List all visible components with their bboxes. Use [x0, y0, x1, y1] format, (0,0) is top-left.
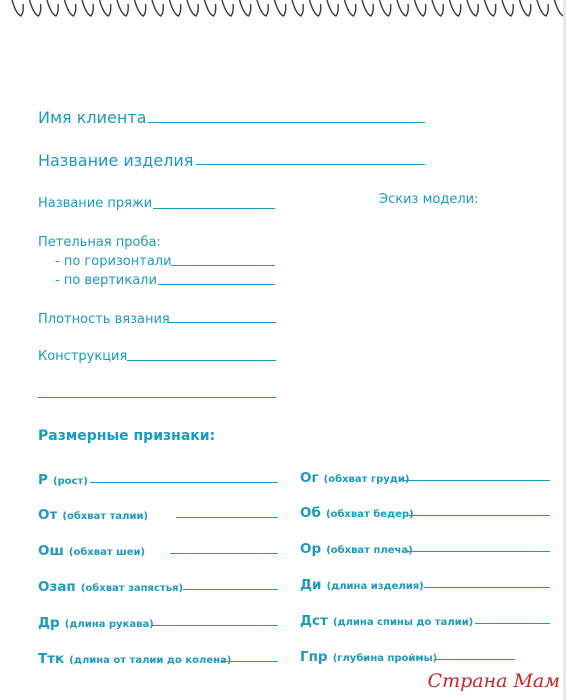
- binding-ring: [415, 0, 426, 16]
- binding-ring: [152, 0, 163, 16]
- yarn-name-field[interactable]: [153, 208, 275, 209]
- measurement-abbr: Дст: [300, 613, 328, 629]
- measurement-desc: (обхват шеи): [68, 547, 146, 558]
- measurement-ot-field[interactable]: [176, 517, 278, 518]
- binding-ring: [502, 0, 513, 16]
- gauge-horizontal-label: - по горизонтали: [55, 254, 172, 269]
- gauge-vertical-label: - по вертикали: [55, 273, 157, 288]
- measurement-osh-field[interactable]: [170, 553, 278, 554]
- construction-label: Конструкция: [38, 349, 128, 364]
- binding-ring: [432, 0, 443, 16]
- binding-ring: [205, 0, 216, 16]
- measurement-abbr: От: [38, 507, 58, 523]
- measurement-abbr: Ош: [38, 543, 64, 559]
- measurement-dr-field[interactable]: [152, 625, 278, 626]
- gauge-vertical-field[interactable]: [158, 284, 275, 285]
- binding-ring: [345, 0, 356, 16]
- measurement-desc: (обхват запястья): [80, 583, 184, 594]
- measurement-ozap: [38, 578, 183, 595]
- binding-ring: [82, 0, 93, 16]
- binding-ring: [520, 0, 531, 16]
- measurements-title: Размерные признаки:: [38, 428, 216, 444]
- measurement-or-field[interactable]: [407, 551, 550, 552]
- binding-ring: [275, 0, 286, 16]
- gauge-label: Петельная проба:: [38, 235, 161, 250]
- measurement-ob-field[interactable]: [409, 515, 550, 516]
- measurement-desc: (обхват бедер): [326, 509, 414, 520]
- measurement-abbr: Др: [38, 615, 60, 631]
- measurement-osh: [38, 542, 145, 559]
- measurement-abbr: Ор: [300, 541, 322, 557]
- measurement-abbr: Р: [38, 472, 48, 488]
- measurement-abbr: Озап: [38, 579, 76, 595]
- watermark: Страна Мам: [427, 670, 560, 692]
- measurement-ob: [300, 504, 414, 521]
- yarn-name-label: Название пряжи: [38, 196, 153, 211]
- measurement-dr: [38, 614, 154, 631]
- construction-field[interactable]: [127, 360, 276, 361]
- measurement-ttk: [38, 650, 231, 667]
- measurement-og-field[interactable]: [403, 480, 550, 481]
- client-name-field[interactable]: [148, 122, 425, 123]
- measurement-di-field[interactable]: [424, 587, 550, 588]
- product-name-field[interactable]: [196, 164, 425, 165]
- measurement-abbr: Об: [300, 505, 321, 521]
- measurement-desc: (длина изделия): [326, 581, 424, 592]
- construction-field-line-2[interactable]: [38, 397, 276, 398]
- measurement-abbr: Ди: [300, 577, 322, 593]
- measurement-di: [300, 576, 424, 593]
- binding-ring: [327, 0, 338, 16]
- measurement-dst: [300, 612, 473, 629]
- measurement-gpr-field[interactable]: [435, 659, 515, 660]
- measurement-gpr: [300, 648, 437, 665]
- measurement-ttk-field[interactable]: [222, 661, 278, 662]
- binding-ring: [30, 0, 41, 16]
- binding-ring: [362, 0, 373, 16]
- measurement-or: [300, 540, 413, 557]
- binding-ring: [450, 0, 461, 16]
- binding-ring: [222, 0, 233, 16]
- binding-ring: [117, 0, 128, 16]
- binding-ring: [240, 0, 251, 16]
- binding-ring: [47, 0, 58, 16]
- measurement-desc: (рост): [53, 476, 88, 487]
- measurement-desc: (длина спины до талии): [332, 617, 474, 628]
- binding-ring: [100, 0, 111, 16]
- binding-ring: [310, 0, 321, 16]
- binding-ring: [397, 0, 408, 16]
- measurement-ot: [38, 506, 148, 523]
- binding-ring: [170, 0, 181, 16]
- density-label: Плотность вязания: [38, 312, 170, 327]
- binding-ring: [12, 0, 23, 16]
- binding-ring: [467, 0, 478, 16]
- measurement-desc: (длина от талии до колена): [69, 655, 232, 666]
- measurement-abbr: Ттк: [38, 651, 65, 667]
- binding-ring: [65, 0, 76, 16]
- measurement-og: [300, 469, 409, 486]
- measurement-desc: (обхват груди): [323, 474, 410, 485]
- density-field[interactable]: [167, 322, 276, 323]
- binding-ring: [135, 0, 146, 16]
- measurement-r-field[interactable]: [90, 482, 278, 483]
- product-name-label: Название изделия: [38, 151, 194, 170]
- measurement-abbr: Ог: [300, 470, 319, 486]
- measurement-r: [38, 471, 88, 488]
- measurement-dst-field[interactable]: [475, 623, 550, 624]
- sketch-label: Эскиз модели:: [379, 192, 479, 207]
- binding-ring: [257, 0, 268, 16]
- measurement-desc: (обхват плеча): [326, 545, 413, 556]
- measurement-abbr: Гпр: [300, 649, 328, 665]
- binding-ring: [537, 0, 548, 16]
- measurement-desc: (длина рукава): [64, 619, 154, 630]
- measurement-desc: (глубина проймы): [332, 653, 438, 664]
- client-name-label: Имя клиента: [38, 108, 147, 127]
- binding-ring: [485, 0, 496, 16]
- binding-ring: [292, 0, 303, 16]
- binding-ring: [187, 0, 198, 16]
- gauge-horizontal-field[interactable]: [171, 265, 275, 266]
- binding-ring: [380, 0, 391, 16]
- measurement-desc: (обхват талии): [62, 511, 149, 522]
- spiral-binding: [0, 0, 566, 22]
- measurement-ozap-field[interactable]: [183, 589, 278, 590]
